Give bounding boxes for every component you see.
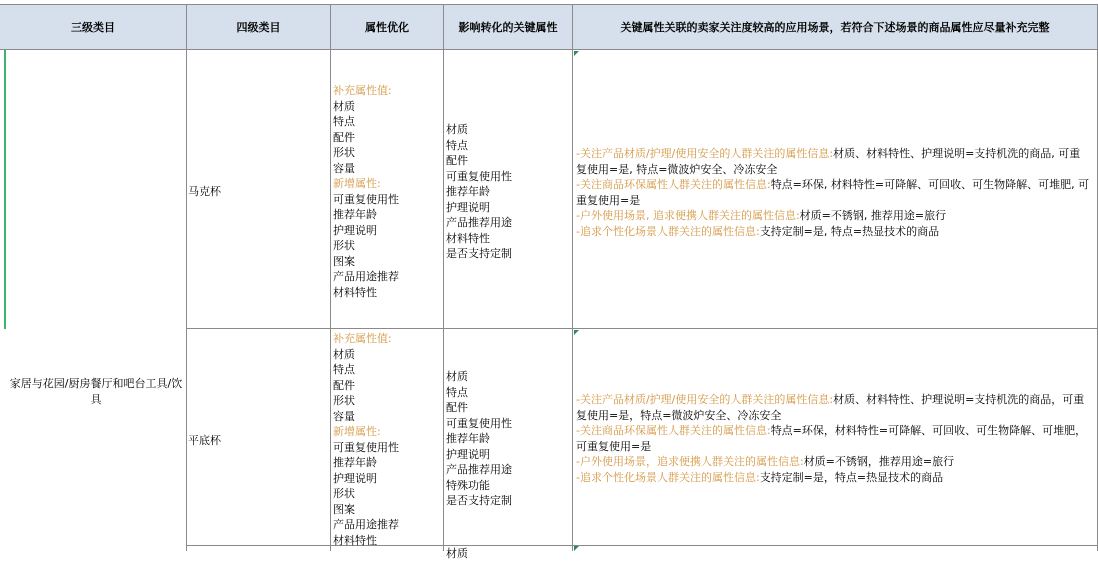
cell-cat3[interactable]: 家居与花园/厨房餐厅和吧台工具/饮具	[9, 377, 183, 406]
list-item: 材质	[333, 99, 355, 113]
list-item: 材质	[446, 123, 468, 136]
scenario-label: -户外使用场景, 追求便携人群关注的属性信息:	[576, 209, 800, 222]
list-item: 特殊功能	[446, 478, 490, 492]
scenario-item	[576, 177, 1091, 208]
grid-line	[443, 5, 444, 551]
grid-line	[186, 5, 187, 551]
list-item: 产品推荐用途	[446, 463, 512, 476]
cell-attr-opt-row2[interactable]	[333, 331, 399, 548]
scenario-item	[576, 392, 1091, 423]
grid-line	[572, 5, 573, 551]
scenario-label: -关注商品环保属性人群关注的属性信息:	[576, 178, 771, 191]
scenario-item	[576, 423, 1091, 454]
header-key-attributes[interactable]: 影响转化的关键属性	[444, 5, 573, 50]
list-item: 材质	[446, 370, 468, 383]
list-item: 推荐年龄	[333, 456, 377, 469]
list-item: 是否支持定制	[446, 494, 512, 507]
list-item: 形状	[333, 146, 355, 159]
list-item: 配件	[333, 378, 355, 392]
scenario-label: -关注商品环保属性人群关注的属性信息:	[576, 424, 771, 437]
list-item: 特点	[333, 363, 355, 376]
list-item: 护理说明	[333, 471, 377, 485]
cell-cat4-row1[interactable]: 马克杯	[188, 185, 221, 198]
header-cat3[interactable]: 三级类目	[0, 5, 187, 50]
list-item: 图案	[333, 502, 355, 516]
list-item: 特点	[446, 138, 468, 152]
comment-marker	[574, 330, 579, 335]
list-item: 图案	[333, 254, 355, 268]
scenario-label: -户外使用场景，追求便携人群关注的属性信息:	[576, 455, 804, 468]
cell-key-attrs-row1[interactable]	[446, 122, 512, 262]
list-item: 形状	[333, 487, 355, 500]
cell-cat4-row2[interactable]: 平底杯	[188, 434, 221, 447]
list-item: 推荐年龄	[446, 432, 490, 445]
list-item: 材料特性	[333, 285, 377, 299]
list-item: 可重复使用性	[333, 440, 399, 454]
scenario-item	[576, 454, 1091, 470]
supplement-label: 补充属性值:	[333, 332, 392, 345]
list-item: 特点	[333, 115, 355, 128]
cell-scenarios-row1[interactable]	[576, 146, 1091, 239]
new-attr-label: 新增属性:	[333, 425, 381, 438]
list-item: 产品用途推荐	[333, 270, 399, 283]
list-item: 是否支持定制	[446, 247, 512, 260]
cell-key-attrs-row2[interactable]	[446, 369, 512, 509]
header-attr-optimization[interactable]: 属性优化	[331, 5, 444, 50]
selection-marker	[4, 50, 6, 329]
comment-marker	[574, 51, 579, 56]
scenario-item	[576, 208, 1091, 224]
list-item: 可重复使用性	[333, 192, 399, 206]
list-item: 形状	[333, 394, 355, 407]
list-item: 护理说明	[446, 200, 490, 214]
scenario-text: 特点=环保, 材料特性=可降解、可回收、可生物降解、可堆肥, 可重复使用=是	[576, 178, 1090, 207]
list-item: 材质	[446, 547, 468, 560]
list-item: 配件	[446, 154, 468, 167]
scenario-label: -追求个性化场景人群关注的属性信息:	[576, 224, 760, 238]
scenario-item	[576, 470, 1091, 486]
scenario-label: -关注产品材质/护理/使用安全的人群关注的属性信息:	[576, 147, 834, 160]
scenario-text: 材质=不锈钢, 推荐用途=旅行	[799, 209, 947, 222]
scenario-item	[576, 224, 1091, 240]
new-attr-label: 新增属性:	[333, 177, 381, 190]
scenario-text: 支持定制=是, 特点=热显技术的商品	[759, 224, 940, 238]
list-item: 产品用途推荐	[333, 518, 399, 531]
list-item: 特点	[446, 385, 468, 399]
list-item: 护理说明	[333, 223, 377, 237]
cell-key-attrs-row3[interactable]	[446, 546, 468, 562]
scenario-label: -追求个性化场景人群关注的属性信息:	[576, 470, 760, 484]
scenario-text: 特点=环保，材料特性=可降解、可回收、可生物降解、可堆肥，可重复使用=是	[576, 424, 1087, 453]
grid-line	[187, 545, 1098, 546]
list-item: 材料特性	[333, 533, 377, 547]
list-item: 推荐年龄	[333, 208, 377, 221]
scenario-label: -关注产品材质/护理/使用安全的人群关注的属性信息:	[576, 393, 834, 406]
scenario-text: 材质=不锈钢，推荐用途=旅行	[803, 455, 955, 468]
list-item: 可重复使用性	[446, 416, 512, 430]
list-item: 配件	[446, 401, 468, 414]
list-item: 可重复使用性	[446, 169, 512, 183]
list-item: 护理说明	[446, 447, 490, 461]
grid-line	[187, 328, 1098, 329]
scenario-item	[576, 146, 1091, 177]
list-item: 推荐年龄	[446, 185, 490, 198]
list-item: 配件	[333, 130, 355, 144]
supplement-label: 补充属性值:	[333, 84, 392, 97]
cell-scenarios-row2[interactable]	[576, 392, 1091, 485]
comment-marker	[574, 546, 579, 551]
header-cat4[interactable]: 四级类目	[187, 5, 331, 50]
list-item: 产品推荐用途	[446, 216, 512, 229]
header-scenarios[interactable]: 关键属性关联的卖家关注度较高的应用场景，若符合下述场景的商品属性应尽量补充完整	[573, 5, 1098, 50]
cell-attr-opt-row1[interactable]	[333, 83, 399, 300]
list-item: 容量	[333, 161, 355, 175]
list-item: 材质	[333, 347, 355, 361]
scenario-text: 支持定制=是，特点=热显技术的商品	[759, 470, 944, 484]
list-item: 形状	[333, 239, 355, 252]
list-item: 容量	[333, 409, 355, 423]
grid-line	[330, 5, 331, 551]
scenario-text: 材质、材料特性、护理说明=支持机洗的商品, 可重复使用=是, 特点=微波炉安全、冷冻安全	[576, 147, 1081, 176]
scenario-text: 材质、材料特性、护理说明=支持机洗的商品，可重复使用=是，特点=微波炉安全、冷冻安全	[576, 393, 1085, 422]
list-item: 材料特性	[446, 231, 490, 245]
